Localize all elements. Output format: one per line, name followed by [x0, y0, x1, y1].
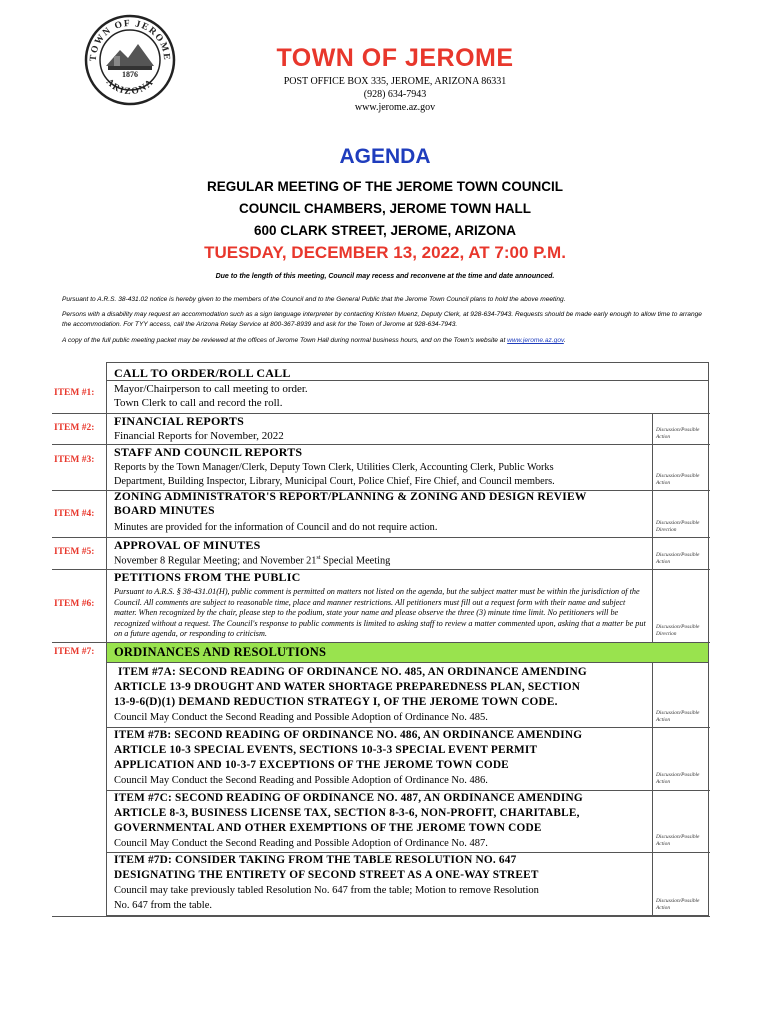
packet-text: A copy of the full public meeting packet may be reviewed at the offices of Jerome Town Hall during normal business hours, and on the Town's website at	[62, 337, 508, 344]
item-7-heading: ORDINANCES AND RESOLUTIONS	[114, 645, 327, 659]
packet-paragraph	[62, 336, 702, 346]
item-1-label: ITEM #1:	[54, 388, 95, 398]
row-divider	[52, 642, 710, 643]
svg-text:ARIZONA: ARIZONA	[103, 77, 157, 98]
item-7a-line: Council May Conduct the Second Reading and Possible Adoption of Ordinance No. 485.	[114, 712, 488, 723]
item-7d-line1: Council may take previously tabled Resolution No. 647 from the table; Motion to remove Resolution	[114, 885, 539, 896]
item-7a-action: Discussion/Possible Action	[656, 710, 700, 723]
town-seal-logo	[84, 14, 176, 106]
item-7d-heading: ITEM #7D: CONSIDER TAKING FROM THE TABLE RESOLUTION NO. 647	[114, 854, 517, 866]
item-5-action: Discussion/Possible Action	[656, 552, 700, 565]
item-7c-heading: ITEM #7C: SECOND READING OF ORDINANCE NO. 487, AN ORDINANCE AMENDING	[114, 792, 583, 804]
item-5-text-end: Special Meeting	[320, 555, 391, 567]
item-7b-action: Discussion/Possible Action	[656, 772, 700, 785]
item-2-heading: FINANCIAL REPORTS	[114, 414, 244, 428]
meeting-location: COUNCIL CHAMBERS, JEROME TOWN HALL	[238, 201, 531, 216]
item-7b-heading: ITEM #7B: SECOND READING OF ORDINANCE NO. 486, AN ORDINANCE AMENDING	[114, 729, 583, 741]
item-7d-heading-2: DESIGNATING THE ENTIRETY OF SECOND STREET AS A ONE-WAY STREET	[114, 869, 539, 881]
accommodation-paragraph: Persons with a disability may request an accommodation such as a sign language interpreter by contacting Kristen Muenz, Deputy Clerk, at 928-634-7943. Requests should be made early enough to allow time to arrange the accommodation. For TYY access, call the Arizona Relay Service at 800-367-8939 and ask for the Town of Jerome at 928-634-7943.	[62, 311, 702, 328]
item-5-text: November 8 Regular Meeting; and November 21	[114, 555, 317, 567]
row-divider	[107, 852, 652, 853]
action-column-7	[652, 662, 711, 916]
row-divider	[652, 727, 710, 728]
item-7b-heading-3: APPLICATION AND 10-3-7 EXCEPTIONS OF THE JEROME TOWN CODE	[114, 759, 509, 771]
row-divider	[52, 916, 710, 917]
town-phone: (928) 634-7943	[363, 89, 427, 100]
meeting-date: TUESDAY, DECEMBER 13, 2022, AT 7:00 P.M.	[204, 243, 566, 262]
item-7c-action: Discussion/Possible Action	[656, 834, 700, 847]
meeting-address: 600 CLARK STREET, JEROME, ARIZONA	[253, 223, 517, 238]
item-6-action: Discussion/Possible Direction	[656, 624, 700, 637]
item-5-heading: APPROVAL OF MINUTES	[114, 538, 261, 552]
item-4-heading: ZONING ADMINISTRATOR'S REPORT/PLANNING & ZONING AND DESIGN REVIEW	[114, 491, 587, 503]
item-7a-heading-2: ARTICLE 13-9 DROUGHT AND WATER SHORTAGE PREPAREDNESS PLAN, SECTION	[114, 681, 581, 693]
item-1-line2: Town Clerk to call and record the roll.	[114, 397, 283, 409]
item-3-line2: Department, Building Inspector, Library, Municipal Court, Police Chief, Fire Chief, and Council members.	[114, 476, 555, 487]
item-7c-line: Council May Conduct the Second Reading and Possible Adoption of Ordinance No. 487.	[114, 838, 488, 849]
packet-text-end: .	[563, 337, 566, 344]
item-6-heading: PETITIONS FROM THE PUBLIC	[114, 570, 301, 584]
item-7b-heading-2: ARTICLE 10-3 SPECIAL EVENTS, SECTIONS 10-3-3 SPECIAL EVENT PERMIT	[114, 744, 538, 756]
item-7d-line2: No. 647 from the table.	[114, 900, 212, 911]
recess-note: Due to the length of this meeting, Council may recess and reconvene at the time and date announced.	[215, 273, 555, 280]
item-5-sup: st	[316, 555, 321, 561]
item-4-heading-cont: BOARD MINUTES	[114, 505, 215, 517]
item-1-heading: CALL TO ORDER/ROLL CALL	[114, 366, 291, 380]
item-7c-heading-3: GOVERNMENTAL AND OTHER EXEMPTIONS OF THE JEROME TOWN CODE	[114, 822, 542, 834]
item-6-body: Pursuant to A.R.S. § 38-431.01(H), public comment is permitted on matters not listed on the agenda, but the subject matter must be within the jurisdiction of the Council. All comments are subject to reasonable time, place and manner restrictions. All petitioners must fill out a request form with their name and subject matter. When recognized by the chair, please step to the podium, state your name and please observe the three (3) minute time limit. No petitioners will be recognized without a request. The Council's response to public comments is limited to asking staff to review a matter commented upon, asking that a matter be put on a future agenda, or responding to criticism.	[114, 587, 646, 638]
item-1-line1: Mayor/Chairperson to call meeting to order.	[114, 383, 308, 395]
item-2-line1: Financial Reports for November, 2022	[114, 430, 284, 442]
item-7a-heading-3: 13-9-6(D)(1) DEMAND REDUCTION STRATEGY I, OF THE JEROME TOWN CODE.	[114, 696, 558, 708]
item-3-label: ITEM #3:	[54, 455, 95, 465]
item-7c-heading-2: ARTICLE 8-3, BUSINESS LICENSE TAX, SECTION 8-3-6, NON-PROFIT, CHARITABLE,	[114, 807, 580, 819]
item-4-action: Discussion/Possible Direction	[656, 520, 700, 533]
item-5-label: ITEM #5:	[54, 547, 95, 557]
row-divider	[107, 662, 709, 663]
item-2-action: Discussion/Possible Action	[656, 427, 700, 440]
town-address: POST OFFICE BOX 335, JEROME, ARIZONA 86331	[283, 76, 507, 87]
row-divider	[107, 727, 652, 728]
meeting-type: REGULAR MEETING OF THE JEROME TOWN COUNCIL	[206, 179, 563, 194]
svg-text:1876: 1876	[122, 70, 138, 79]
website-link[interactable]: www.jerome.az.gov	[507, 337, 564, 344]
item-3-line1: Reports by the Town Manager/Clerk, Deputy Town Clerk, Utilities Clerk, Accounting Clerk, Public Works	[114, 462, 554, 473]
notice-paragraph: Pursuant to A.R.S. 38-431.02 notice is hereby given to the members of the Council and to the General Public that the Jerome Town Council plans to hold the above meeting.	[62, 296, 566, 303]
town-title: TOWN OF JEROME	[276, 44, 514, 72]
item-4-label: ITEM #4:	[54, 509, 95, 519]
item-7d-action: Discussion/Possible Action	[656, 898, 700, 911]
row-divider	[652, 790, 710, 791]
town-website[interactable]: www.jerome.az.gov	[354, 102, 436, 113]
row-divider	[652, 852, 710, 853]
item-2-label: ITEM #2:	[54, 423, 95, 433]
item-3-action: Discussion/Possible Action	[656, 473, 700, 486]
item-6-label: ITEM #6:	[54, 599, 95, 609]
item-7a-heading: ITEM #7A: SECOND READING OF ORDINANCE NO. 485, AN ORDINANCE AMENDING	[118, 666, 587, 678]
svg-text:TOWN OF JEROME: TOWN OF JEROME	[88, 18, 172, 62]
agenda-title: AGENDA	[339, 145, 431, 168]
row-divider	[107, 790, 652, 791]
item-label-column	[52, 362, 107, 917]
item-3-heading: STAFF AND COUNCIL REPORTS	[114, 445, 303, 459]
item-4-line1: Minutes are provided for the information of Council and do not require action.	[114, 522, 438, 533]
item-5-line1	[114, 555, 390, 566]
item-7-label: ITEM #7:	[54, 647, 95, 657]
item-7b-line: Council May Conduct the Second Reading and Possible Adoption of Ordinance No. 486.	[114, 775, 488, 786]
